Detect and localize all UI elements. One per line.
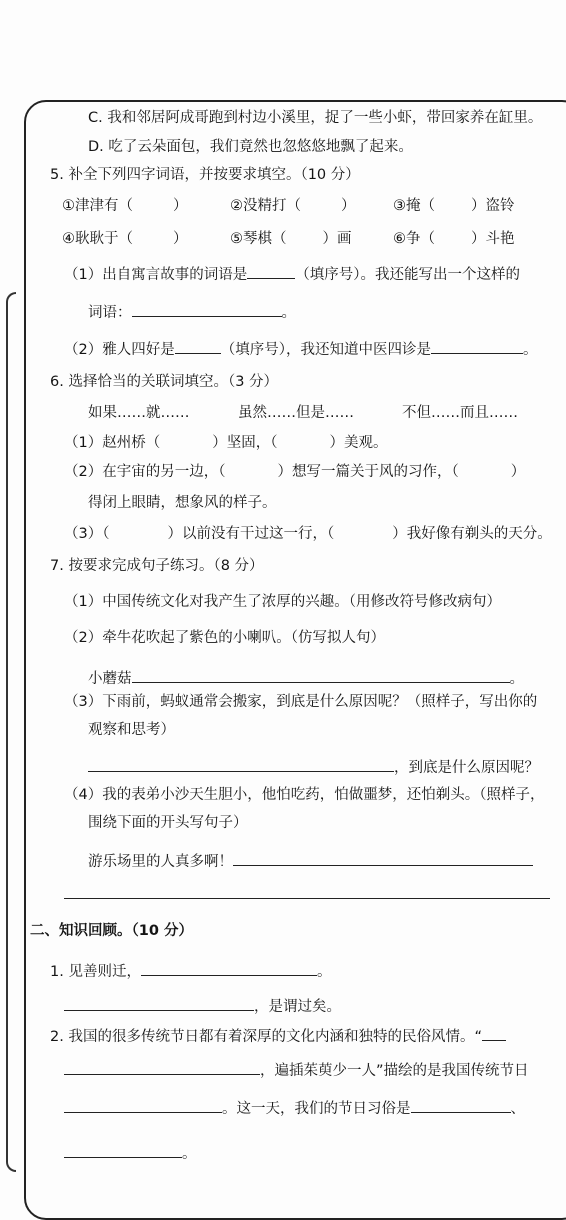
q7-title: 7. 按要求完成句子练习。（8 分）: [50, 558, 264, 574]
part2-q2-blank2[interactable]: [64, 1060, 260, 1075]
part2-q2-blank1[interactable]: [482, 1026, 506, 1041]
q7-s2-answer: 小蘑菇 。: [88, 668, 524, 689]
q7-s3: （3）下雨前，蚂蚁通常会搬家，到底是什么原因呢？（照样子，写出你的: [64, 694, 538, 710]
q7-s2-blank[interactable]: [132, 668, 510, 683]
q7-s4-line2[interactable]: [64, 898, 550, 899]
q5-word-blank[interactable]: [132, 302, 282, 317]
q4-option-d: D. 吃了云朵面包，我们竟然也忽悠悠地飘了起来。: [88, 139, 413, 155]
q4-option-c: C. 我和邻居阿成哥跑到村边小溪里，捉了一些小虾，带回家养在缸里。: [88, 110, 543, 126]
q5-sub2: （2）雅人四好是 （填序号），我还知道中医四诊是 。: [64, 339, 537, 360]
q7-s2: （2）牵牛花吹起了紫色的小喇叭。（仿写拟人句）: [64, 630, 385, 646]
part2-q1: 1. 见善则迁， 。: [50, 961, 331, 982]
part2-q1-cont: ，是谓过矣。: [64, 996, 341, 1017]
q5-item-2: ②没精打（ ）: [230, 198, 356, 214]
q6-title: 6. 选择恰当的关联词填空。（3 分）: [50, 374, 279, 390]
q7-s3-cont: 观察和思考）: [88, 722, 175, 738]
q6-s2-cont: 得闭上眼睛，想象风的样子。: [88, 495, 277, 511]
q5-sub1-blank[interactable]: [247, 264, 295, 279]
binding-bracket: [6, 292, 16, 1172]
q6-option-3: 不但……而且……: [402, 405, 518, 421]
part2-q2-blank5[interactable]: [64, 1143, 182, 1158]
part2-q1-blank1[interactable]: [141, 961, 317, 976]
q7-s4-answer: 游乐场里的人真多啊！: [88, 851, 533, 872]
part2-q2-blank4[interactable]: [411, 1098, 511, 1113]
q7-s3-blank[interactable]: [88, 757, 394, 772]
part2-q2-cont: ，遍插茱萸少一人”描绘的是我国传统节日: [64, 1060, 529, 1081]
q7-s4-blank[interactable]: [233, 851, 533, 866]
q5-item-4: ④耿耿于（ ）: [62, 231, 188, 247]
q5-sub1-word: 词语： 。: [88, 302, 296, 323]
part2-q2-cont2: 。这一天，我们的节日习俗是 、: [64, 1098, 525, 1119]
part2-q2-blank3[interactable]: [64, 1098, 222, 1113]
q7-s3-answer: ，到底是什么原因呢？: [88, 757, 539, 778]
q5-sub2-blank1[interactable]: [175, 339, 221, 354]
q5-item-5: ⑤琴棋（ ）画: [230, 231, 352, 247]
q6-s2: （2）在宇宙的另一边，（ ）想写一篇关于风的习作，（ ）: [64, 464, 526, 480]
q6-s3: （3）（ ）以前没有干过这一行，（ ）我好像有剃头的天分。: [64, 526, 552, 542]
q6-s1: （1）赵州桥（ ）坚固，（ ）美观。: [64, 435, 388, 451]
q7-s1: （1）中国传统文化对我产生了浓厚的兴趣。（用修改符号修改病句）: [64, 594, 501, 610]
q5-item-6: ⑥争（ ）斗艳: [393, 231, 515, 247]
part2-q2-cont3: 。: [64, 1143, 197, 1164]
q7-s4-cont: 围绕下面的开头写句子）: [88, 815, 248, 831]
q7-s4: （4）我的表弟小沙天生胆小，他怕吃药，怕做噩梦，还怕剃头。（照样子，: [64, 787, 545, 803]
q5-sub2-blank2[interactable]: [431, 339, 523, 354]
part2-title: 二、知识回顾。（10 分）: [30, 923, 193, 939]
q5-title: 5. 补全下列四字词语，并按要求填空。（10 分）: [50, 167, 360, 183]
part2-q2: 2. 我国的很多传统节日都有着深厚的文化内涵和独特的民俗风情。“: [50, 1026, 506, 1047]
q5-item-3: ③掩（ ）盗铃: [393, 198, 515, 214]
part2-q1-blank2[interactable]: [64, 996, 254, 1011]
q6-option-2: 虽然……但是……: [238, 405, 354, 421]
q5-item-1: ①津津有（ ）: [62, 198, 188, 214]
q6-option-1: 如果……就……: [88, 405, 190, 421]
q5-sub1: （1）出自寓言故事的词语是 （填序号）。我还能写出一个这样的: [64, 264, 520, 285]
